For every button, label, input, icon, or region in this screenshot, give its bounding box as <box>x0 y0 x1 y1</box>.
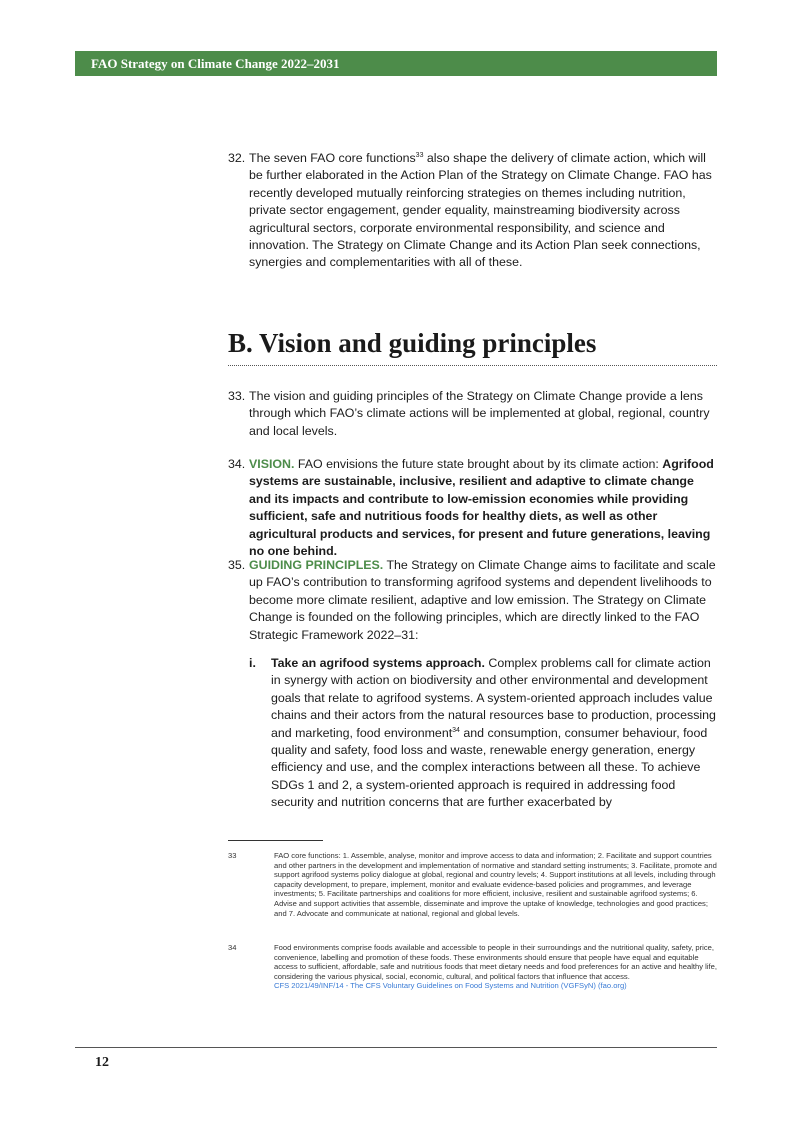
footnote-ref-34[interactable]: 34 <box>452 726 460 734</box>
footnote-33 <box>228 851 718 918</box>
section-heading <box>228 328 717 366</box>
paragraph-number: 34. <box>228 457 246 471</box>
text-segment: Complex problems call for climate action in synergy with action on biodiversity and other environmental and development goals that relate to agrifood systems. A system-oriented approach includes value chains and their actors from the natural resources base to production, processing and marketing, food environment <box>271 656 716 740</box>
paragraph-number: 32. <box>228 151 246 165</box>
footnote-ref-33[interactable]: 33 <box>415 151 424 159</box>
page-number: 12 <box>95 1055 109 1070</box>
text-segment: also shape the delivery of climate action, which will be further elaborated in the Action Plan of the Strategy on Climate Change. FAO has recently developed mutually reinforcing strategies on themes including nutrition, private sector engagement, gender equality, mainstreaming biodiversity across agricultural sectors, corporate environmental responsibility, and science and innovation. The Strategy on Climate Change and its Action Plan seek connections, synergies and complementarities with all of these. <box>249 151 712 270</box>
footnote-number: 33 <box>228 851 237 860</box>
vision-statement: Agrifood systems are sustainable, inclusive, resilient and adaptive to climate change and its impacts and contribute to low-emission economies while providing sufficient, safe and nutritious foods for healthy diets, as well as other agricultural products and services, for present and future generations, leaving no one behind. <box>249 457 714 559</box>
paragraph-number: 35. <box>228 558 246 572</box>
paragraph-34 <box>228 456 718 560</box>
paragraph-33 <box>228 388 718 440</box>
principle-text <box>249 655 719 812</box>
paragraph-text <box>228 557 718 644</box>
paragraph-text: The vision and guiding principles of the Strategy on Climate Change provide a lens through which FAO’s climate actions will be implemented at global, regional, country and local levels. <box>249 389 710 438</box>
paragraph-number: 33. <box>228 389 246 403</box>
paragraph-text <box>228 456 718 560</box>
text-segment: and consumption, consumer behaviour, food quality and safety, food loss and waste, renewable energy generation, energy efficiency and use, and the complex interactions between all these. To achieve SDGs 1 and 2, a system-oriented approach is required in addressing food security and nutrition concerns that are further exacerbated by <box>271 725 708 810</box>
footnote-text <box>228 943 718 991</box>
section-title: B. Vision and guiding principles <box>228 328 597 358</box>
text-segment: FAO envisions the future state brought about by its climate action: <box>294 457 663 471</box>
paragraph-text <box>228 150 718 272</box>
header-bar <box>75 51 717 76</box>
text-segment: The Strategy on Climate Change aims to facilitate and scale up FAO’s contribution to transforming agrifood systems and dependent livelihoods to become more climate resilient, adaptive and low emission. The Strategy on Climate Change is founded on the following principles, which are directly linked to the FAO Strategic Framework 2022–31: <box>249 558 716 642</box>
footnote-number: 34 <box>228 943 237 952</box>
principle-i <box>249 655 719 812</box>
footnote-divider <box>228 840 323 841</box>
paragraph-32 <box>228 150 718 272</box>
principle-title: Take an agrifood systems approach. <box>271 656 485 670</box>
footnote-34 <box>228 943 718 991</box>
vision-label: VISION. <box>249 457 295 471</box>
paragraph-35 <box>228 557 718 644</box>
document-title: FAO Strategy on Climate Change 2022–2031 <box>91 56 340 71</box>
footnote-text: FAO core functions: 1. Assemble, analyse, monitor and improve access to data and information; 2. Facilitate and support countries and other partners in the development and implementation of normative and standard setting instruments; 3. Facilitate, promote and support agrifood systems policy dialogue at global, regional and country levels; 4. Support institutions at all levels, including through capacity development, to prepare, implement, monitor and evaluate evidence-based policies and programmes, and leverage investments; 5. Facilitate partnerships and coalitions for more efficient, inclusive, resilient and sustainable agrifood systems; 6. Advise and support activities that assemble, disseminate and improve the uptake of knowledge, technologies and good practices; and 7. Advocate and communicate at national, regional and global levels. <box>274 851 717 918</box>
guiding-principles-label: GUIDING PRINCIPLES. <box>249 558 384 572</box>
footnote-link[interactable]: CFS 2021/49/INF/14 - The CFS Voluntary Guidelines on Food Systems and Nutrition (VGFSyN) (fao.org) <box>274 981 627 991</box>
text-segment: The seven FAO core functions <box>249 151 416 165</box>
principle-number: i. <box>249 656 256 670</box>
footnote-body: Food environments comprise foods available and accessible to people in their surroundings and the nutritional quality, safety, price, convenience, labelling and promotion of these foods. These environments should ensure that people have equal and equitable access to sufficient, affordable, safe and nutritious foods that meet dietary needs and food preferences for an active and healthy life, considering the various physical, social, economic, cultural, and political factors that influence that access. <box>274 943 717 981</box>
footer-divider <box>75 1047 717 1048</box>
